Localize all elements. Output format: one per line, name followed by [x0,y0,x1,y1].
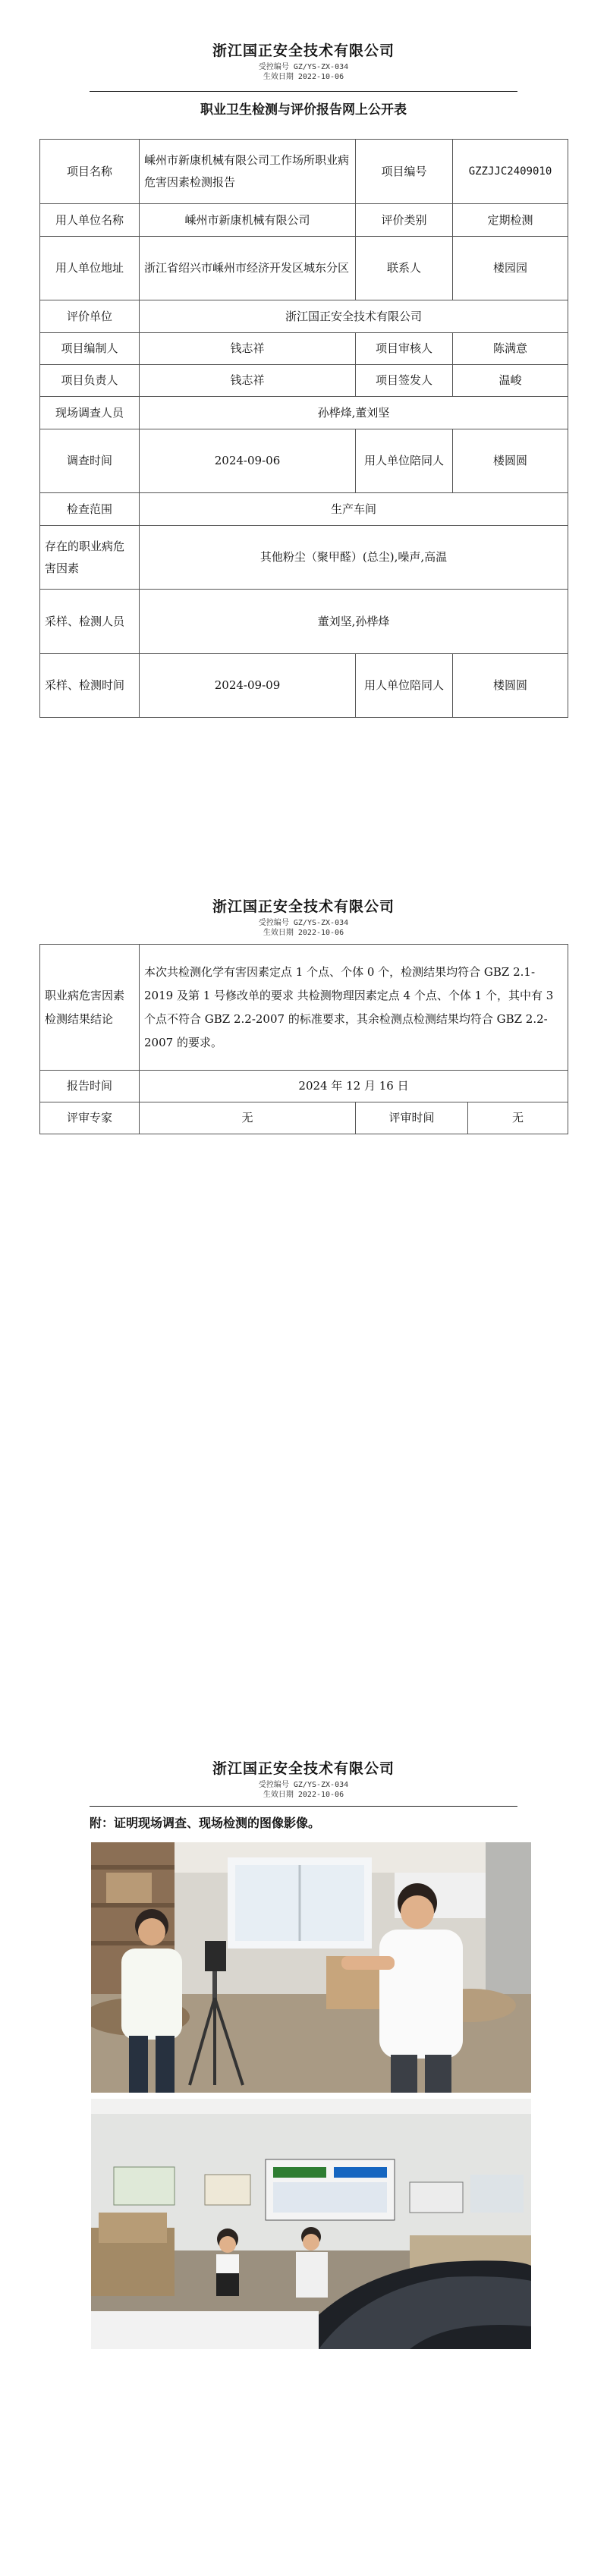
table-row [40,397,568,429]
company-name: 浙江国正安全技术有限公司 [212,1760,395,1777]
conclusion-table [39,944,568,1134]
review-time-value: 无 [468,1102,568,1134]
project-name-value: 嵊州市新康机械有限公司工作场所职业病危害因素检测报告 [140,140,356,204]
scope-label: 检查范围 [40,493,140,526]
survey-escort-label: 用人单位陪同人 [356,429,453,493]
sample-time-label: 采样、检测时间 [40,654,140,718]
table-row [40,493,568,526]
leader-label: 项目负责人 [40,365,140,397]
sample-time-value: 2024-09-09 [140,654,356,718]
sample-escort-value: 楼圆圆 [453,654,568,718]
photo-caption: 附：证明现场调查、现场检测的图像影像。 [90,1816,321,1830]
table-row [40,590,568,654]
compiler-label: 项目编制人 [40,333,140,365]
employer-address-label: 用人单位地址 [40,237,140,300]
control-number: 受控编号 GZ/YS-ZX-034 [258,63,349,71]
page-header [0,1757,607,1800]
project-no-label: 项目编号 [356,140,453,204]
table-row [40,140,568,204]
disclosure-table [39,139,568,718]
survey-time-value: 2024-09-06 [140,429,356,493]
eval-unit-label: 评价单位 [40,300,140,333]
employer-name-value: 嵊州市新康机械有限公司 [140,204,356,237]
control-number: 受控编号 GZ/YS-ZX-034 [258,919,349,927]
control-number: 受控编号 GZ/YS-ZX-034 [258,1781,349,1789]
conclusion-label: 职业病危害因素检测结果结论 [40,945,140,1071]
page-header [0,39,607,82]
experts-label: 评审专家 [40,1102,140,1134]
table-row [40,429,568,493]
project-name-label: 项目名称 [40,140,140,204]
site-survey-photo-image [91,1842,531,2093]
hazards-label: 存在的职业病危害因素 [40,526,140,590]
contact-label: 联系人 [356,237,453,300]
experts-value: 无 [140,1102,356,1134]
sample-escort-label: 用人单位陪同人 [356,654,453,718]
issuer-value: 温峻 [453,365,568,397]
eval-type-value: 定期检测 [453,204,568,237]
site-testing-photo [91,2099,531,2349]
table-row [40,654,568,718]
table-row [40,945,568,1071]
effective-date: 生效日期 2022-10-06 [263,1791,344,1799]
effective-date: 生效日期 2022-10-06 [263,929,344,937]
conclusion-value: 本次共检测化学有害因素定点 1 个点、个体 0 个，检测结果均符合 GBZ 2.1-2019 及第 1 号修改单的要求 共检测物理因素定点 4 个点、个体 1 个，其中有 3 个点不符合 GBZ 2.2-2007 的标准要求，其余检测点检测结果均符合 GBZ 2.2-2007 的要求。 [140,945,568,1071]
table-row [40,365,568,397]
table-row [40,333,568,365]
site-survey-photo [91,1842,531,2093]
leader-value: 钱志祥 [140,365,356,397]
contact-value: 楼园园 [453,237,568,300]
table-row [40,204,568,237]
reviewer-label: 项目审核人 [356,333,453,365]
effective-date: 生效日期 2022-10-06 [263,73,344,81]
compiler-value: 钱志祥 [140,333,356,365]
surveyors-label: 现场调查人员 [40,397,140,429]
employer-address-value: 浙江省绍兴市嵊州市经济开发区城东分区 [140,237,356,300]
employer-name-label: 用人单位名称 [40,204,140,237]
eval-unit-value: 浙江国正安全技术有限公司 [140,300,568,333]
eval-type-label: 评价类别 [356,204,453,237]
company-name: 浙江国正安全技术有限公司 [212,898,395,915]
table-row [40,1071,568,1102]
hazards-value: 其他粉尘（聚甲醛）(总尘),噪声,高温 [140,526,568,590]
review-time-label: 评审时间 [356,1102,468,1134]
samplers-label: 采样、检测人员 [40,590,140,654]
table-row [40,526,568,590]
table-row [40,237,568,300]
survey-time-label: 调查时间 [40,429,140,493]
scope-value: 生产车间 [140,493,568,526]
surveyors-value: 孙桦烽,董刘坚 [140,397,568,429]
header-rule [90,1806,517,1807]
report-time-value: 2024 年 12 月 16 日 [140,1071,568,1102]
company-name: 浙江国正安全技术有限公司 [212,42,395,59]
report-time-label: 报告时间 [40,1071,140,1102]
table-row [40,300,568,333]
issuer-label: 项目签发人 [356,365,453,397]
table-row [40,1102,568,1134]
page-title: 职业卫生检测与评价报告网上公开表 [200,102,407,118]
site-testing-photo-image [91,2099,531,2349]
header-rule [90,91,517,92]
project-no-value: GZZJJC2409010 [453,140,568,204]
samplers-value: 董刘坚,孙桦烽 [140,590,568,654]
page-header [0,895,607,938]
survey-escort-value: 楼圆圆 [453,429,568,493]
reviewer-value: 陈满意 [453,333,568,365]
